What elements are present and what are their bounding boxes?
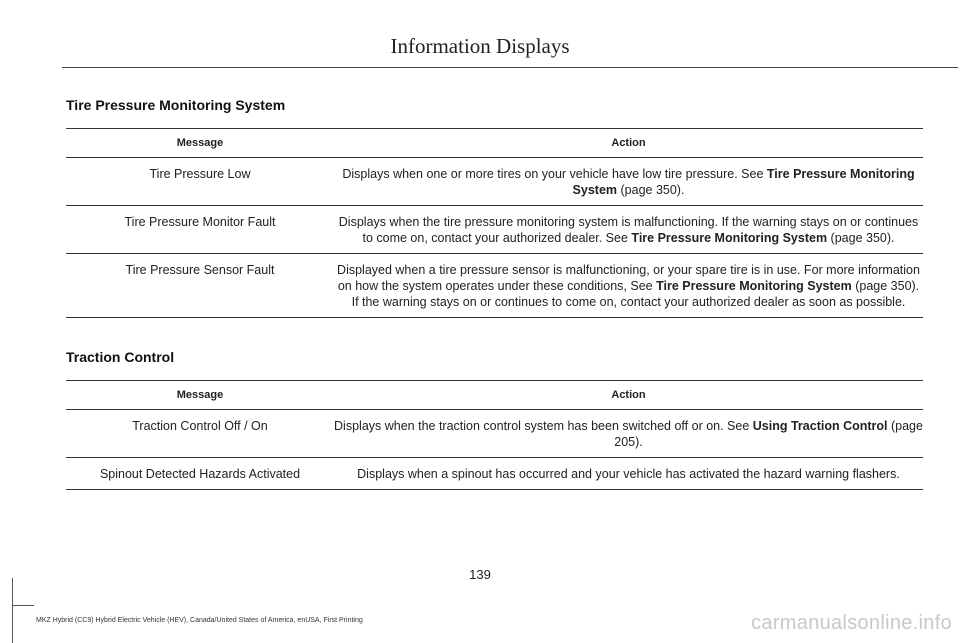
action-text: Displays when the traction control system has been switched off or on. See bbox=[334, 419, 753, 433]
action-text: (page 350). If the warning stays on or continues to come on, contact your authorized dealer as soon as possible. bbox=[351, 279, 920, 309]
page-number: 139 bbox=[469, 567, 491, 582]
action-text: Displayed when a tire pressure sensor is malfunctioning, or your spare tire is in use. For more information on how the system operates under these conditions, See bbox=[337, 263, 920, 293]
reference-link[interactable]: Tire Pressure Monitoring System bbox=[631, 231, 828, 245]
corner-mark-horizontal bbox=[12, 605, 34, 606]
corner-mark-vertical bbox=[12, 578, 13, 643]
column-header-action: Action bbox=[334, 129, 923, 158]
table-row bbox=[66, 254, 923, 318]
column-header-action: Action bbox=[334, 381, 923, 410]
message-cell: Tire Pressure Monitor Fault bbox=[66, 206, 334, 254]
action-cell bbox=[334, 206, 923, 254]
section-title: Traction Control bbox=[66, 349, 175, 365]
action-text: (page 350). bbox=[827, 231, 895, 245]
message-cell: Tire Pressure Low bbox=[66, 158, 334, 206]
action-cell bbox=[334, 458, 923, 490]
footer-text: MKZ Hybrid (CC9) Hybrid Electric Vehicle (HEV), Canada/United States of America, enUSA, First Printing bbox=[36, 617, 363, 624]
action-cell bbox=[334, 158, 923, 206]
table-row bbox=[66, 158, 923, 206]
tpms-table bbox=[66, 128, 923, 318]
action-text: (page 205). bbox=[614, 419, 923, 449]
action-cell bbox=[334, 254, 923, 318]
header-rule bbox=[62, 67, 958, 68]
message-cell: Tire Pressure Sensor Fault bbox=[66, 254, 334, 318]
column-header-message: Message bbox=[66, 129, 334, 158]
table-header-row bbox=[66, 129, 923, 158]
message-cell: Spinout Detected Hazards Activated bbox=[66, 458, 334, 490]
action-text: Displays when one or more tires on your vehicle have low tire pressure. See bbox=[342, 167, 767, 181]
reference-link[interactable]: Using Traction Control bbox=[752, 419, 888, 433]
action-text: Displays when the tire pressure monitoring system is malfunctioning. If the warning stays on or continues to come on, contact your authorized dealer. See bbox=[338, 215, 919, 245]
action-text: (page 350). bbox=[617, 183, 685, 197]
watermark: carmanualsonline.info bbox=[751, 612, 952, 634]
message-cell: Traction Control Off / On bbox=[66, 410, 334, 458]
table-row bbox=[66, 410, 923, 458]
table-row bbox=[66, 206, 923, 254]
table-header-row bbox=[66, 381, 923, 410]
action-text: Displays when a spinout has occurred and your vehicle has activated the hazard warning flashers. bbox=[357, 467, 900, 481]
reference-link[interactable]: Tire Pressure Monitoring System bbox=[656, 279, 852, 293]
action-cell bbox=[334, 410, 923, 458]
page-header-title: Information Displays bbox=[390, 34, 570, 58]
column-header-message: Message bbox=[66, 381, 334, 410]
reference-link[interactable]: Tire Pressure Monitoring System bbox=[572, 167, 915, 197]
table-row bbox=[66, 458, 923, 490]
traction-control-table bbox=[66, 380, 923, 490]
section-title: Tire Pressure Monitoring System bbox=[66, 97, 286, 113]
